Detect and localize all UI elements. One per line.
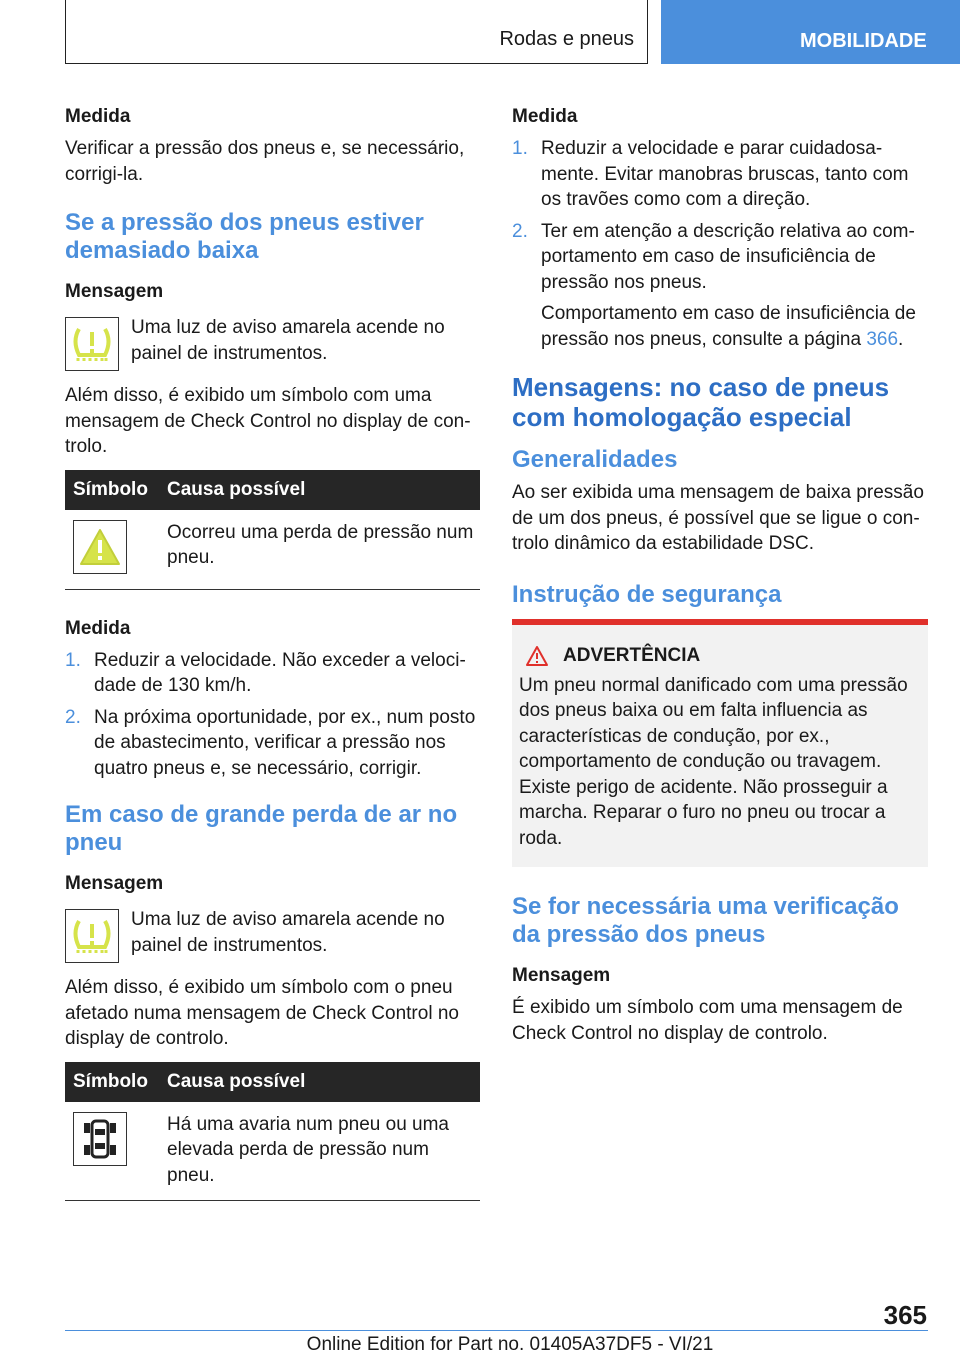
col-cause-header: Causa possível (159, 470, 480, 510)
message-row (65, 315, 480, 371)
right-column (512, 104, 928, 1046)
step-extra-text: Comportamento em caso de insuficiência de pressão nos pneus, consulte a página 366. (541, 303, 916, 350)
warning-title: ADVERTÊNCIA (525, 645, 921, 667)
page-header (0, 0, 960, 66)
measure-text: Verificar a pressão dos pneus e, se necessário, corrigi-la. (65, 138, 465, 185)
steps-list (65, 648, 480, 782)
section-title: Rodas e pneus (499, 28, 634, 50)
section-title-check-pressure: Se for necessária uma verificação da pressão dos pneus (512, 893, 899, 948)
message-text: É exibido um símbolo com uma mensagem de Check Control no display de controlo. (512, 997, 903, 1044)
list-item: 2. Na próxima oportunidade, por ex., num posto de abastecimento, verificar a pressão nos quatro pneus e, se necessário, corrigir. (65, 706, 476, 779)
steps-list (512, 136, 928, 295)
message-text: Uma luz de aviso amarela acende no painel de instrumentos. (131, 317, 445, 364)
message-heading: Mensagem (512, 965, 611, 986)
measure-heading: Medida (65, 106, 131, 127)
list-item: 1. Reduzir a velocidade e parar cuidadosamente. Evitar manobras bruscas, tanto com os travões como com a direção. (512, 138, 909, 210)
warning-box (512, 619, 928, 868)
section-title-major-loss: Em caso de grande perda de ar no pneu (65, 801, 458, 856)
section-title-special-tires: Mensagens: no caso de pneus com homologação especial (512, 372, 890, 432)
section-title-low-pressure: Se a pressão dos pneus estiver demasiado baixa (65, 209, 424, 264)
message-row (65, 907, 480, 963)
symbol-table (65, 470, 480, 590)
extra-text: Além disso, é exibido um símbolo com uma mensagem de Check Control no display de controlo. (65, 385, 471, 457)
page-link[interactable]: 366 (866, 328, 899, 350)
message-text: Uma luz de aviso amarela acende no painel de instrumentos. (131, 909, 445, 956)
col-symbol-header: Símbolo (65, 470, 159, 510)
symbol-table (65, 1062, 480, 1202)
col-symbol-header: Símbolo (65, 1062, 159, 1102)
table-row (65, 1102, 480, 1201)
cause-text: Há uma avaria num pneu ou uma elevada perda de pressão num pneu. (159, 1102, 480, 1201)
warning-text: Um pneu normal danificado com uma pressão dos pneus baixa ou em falta influencia as características de condução, por ex., comportamento de condução ou travagem. Existe perigo de acidente. Não prosseguir a marcha. Reparar o furo no pneu ou trocar a roda. (519, 674, 908, 849)
list-item: 2. Ter em atenção a descrição relativa ao comportamento em caso de insuficiência de pressão nos pneus. (512, 220, 915, 293)
extra-text: Além disso, é exibido um símbolo com o pneu afetado numa mensagem de Check Control no display de controlo. (65, 977, 459, 1049)
safety-heading: Instrução de segurança (512, 580, 782, 608)
chapter-tab[interactable]: MOBILIDADE (661, 0, 960, 64)
page-number: 365 (883, 1300, 927, 1330)
measure-heading: Medida (512, 106, 578, 127)
warning-triangle-icon (73, 520, 127, 574)
table-row (65, 510, 480, 590)
message-heading: Mensagem (65, 873, 164, 894)
edition-text: Online Edition for Part no. 01405A37DF5 - VI/21 (306, 1334, 714, 1355)
cause-text: Ocorreu uma perda de pressão num pneu. (159, 510, 480, 590)
message-heading: Mensagem (65, 281, 164, 302)
col-cause-header: Causa possível (159, 1062, 480, 1102)
footer-divider (65, 1330, 928, 1331)
general-text: Ao ser exibida uma mensagem de baixa pressão de um dos pneus, é possível que se ligue o controlo dinâmico da estabilidade DSC. (512, 482, 924, 554)
list-item: 1. Reduzir a velocidade. Não exceder a velocidade de 130 km/h. (65, 649, 466, 696)
warning-triangle-icon (525, 645, 549, 667)
measure-heading: Medida (65, 617, 131, 639)
left-column (65, 104, 480, 1201)
car-tire-location-icon (73, 1112, 127, 1166)
tire-pressure-warning-icon (65, 909, 119, 963)
general-heading: Generalidades (512, 446, 678, 473)
tire-pressure-warning-icon (65, 317, 119, 371)
